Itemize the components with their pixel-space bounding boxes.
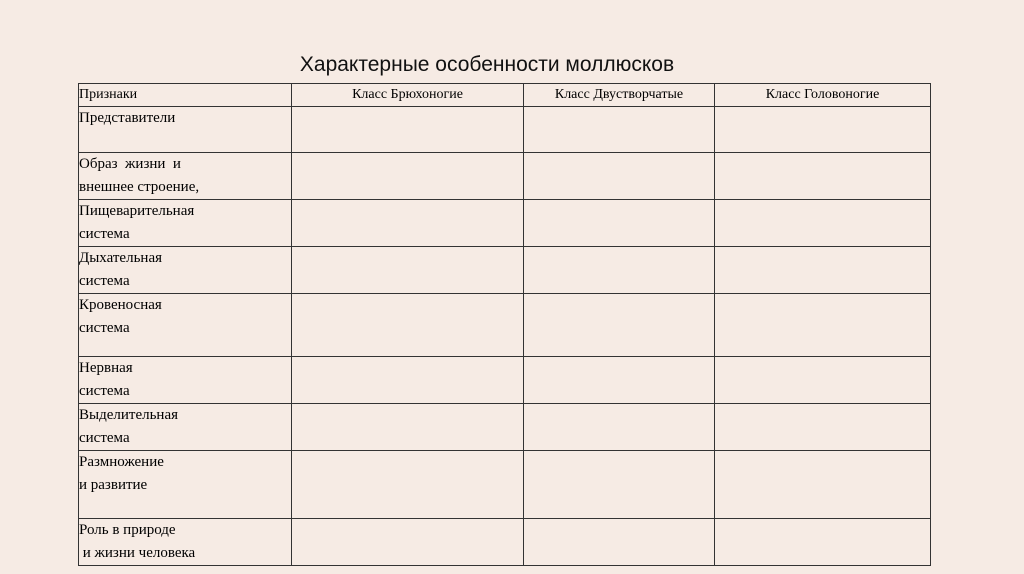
cell-cephalopoda xyxy=(715,200,931,247)
cell-gastropoda xyxy=(292,451,524,519)
table-row xyxy=(79,519,931,566)
cell-gastropoda xyxy=(292,153,524,200)
cell-gastropoda xyxy=(292,200,524,247)
cell-bivalvia xyxy=(524,404,715,451)
cell-bivalvia xyxy=(524,451,715,519)
cell-bivalvia xyxy=(524,200,715,247)
header-cephalopoda: Класс Головоногие xyxy=(715,84,931,107)
cell-gastropoda xyxy=(292,357,524,404)
cell-gastropoda xyxy=(292,519,524,566)
table-row xyxy=(79,247,931,294)
table-row xyxy=(79,200,931,247)
feature-representatives: Представители xyxy=(79,107,292,153)
cell-bivalvia xyxy=(524,357,715,404)
cell-gastropoda xyxy=(292,404,524,451)
header-features: Признаки xyxy=(79,84,292,107)
cell-cephalopoda xyxy=(715,294,931,357)
feature-lifestyle: Образ жизни и внешнее строение, xyxy=(79,153,292,200)
cell-bivalvia xyxy=(524,519,715,566)
header-bivalvia: Класс Двустворчатые xyxy=(524,84,715,107)
table-row xyxy=(79,404,931,451)
feature-nervous: Нервная система xyxy=(79,357,292,404)
feature-excretory: Выделительная система xyxy=(79,404,292,451)
cell-cephalopoda xyxy=(715,357,931,404)
cell-cephalopoda xyxy=(715,107,931,153)
feature-digestive: Пищеварительная система xyxy=(79,200,292,247)
table-row xyxy=(79,294,931,357)
cell-cephalopoda xyxy=(715,247,931,294)
cell-gastropoda xyxy=(292,107,524,153)
cell-gastropoda xyxy=(292,247,524,294)
cell-cephalopoda xyxy=(715,519,931,566)
header-gastropoda: Класс Брюхоногие xyxy=(292,84,524,107)
cell-cephalopoda xyxy=(715,153,931,200)
page-title: Характерные особенности моллюсков xyxy=(299,53,675,76)
cell-cephalopoda xyxy=(715,451,931,519)
cell-bivalvia xyxy=(524,294,715,357)
table-row xyxy=(79,153,931,200)
table-row xyxy=(79,451,931,519)
cell-bivalvia xyxy=(524,153,715,200)
mollusk-features-table xyxy=(78,83,931,566)
cell-cephalopoda xyxy=(715,404,931,451)
table-header-row xyxy=(79,84,931,107)
table-row xyxy=(79,357,931,404)
cell-bivalvia xyxy=(524,107,715,153)
feature-circulatory: Кровеносная система xyxy=(79,294,292,357)
feature-role: Роль в природе и жизни человека xyxy=(79,519,292,566)
feature-reproduction: Размножение и развитие xyxy=(79,451,292,519)
feature-respiratory: Дыхательная система xyxy=(79,247,292,294)
cell-bivalvia xyxy=(524,247,715,294)
cell-gastropoda xyxy=(292,294,524,357)
table-row xyxy=(79,107,931,153)
